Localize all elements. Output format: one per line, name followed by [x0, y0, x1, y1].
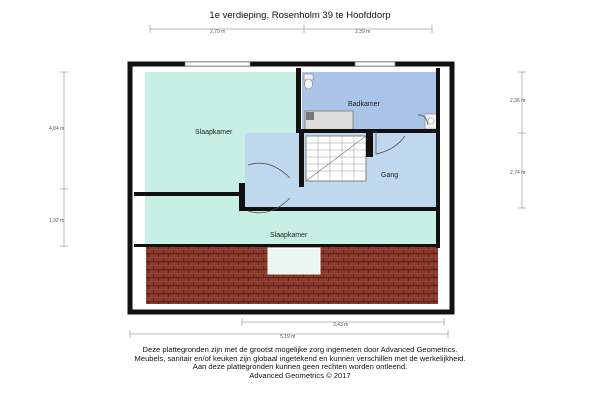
room-label-bedroom-top: Slaapkamer [195, 129, 233, 136]
disclaimer-line-3: Aan deze plattegronden kunnen geen rechten worden ontleend. [192, 362, 408, 372]
room-label-bathroom: Badkamer [348, 101, 380, 108]
skylight [268, 248, 320, 274]
dimension-left-lower: 1,92 m [49, 218, 65, 224]
staircase [306, 136, 366, 181]
disclaimer-line-2: Meubels, sanitair en/of keuken zijn globaal ingetekend en kunnen verschillen met de werkelijkheid. [134, 353, 466, 363]
disclaimer-footer [0, 346, 600, 380]
shower-drain [306, 112, 314, 120]
dimension-bottom-inner: 3,43 m [333, 322, 349, 328]
disclaimer-copyright: Advanced Geometrics © 2017 [249, 370, 351, 380]
dimension-top-left: 2,70 m [210, 29, 226, 35]
dimension-right-lower: 2,74 m [510, 170, 526, 176]
plan-title: 1e verdieping, Rosenholm 39 te Hoofddorp [209, 10, 391, 21]
dimension-bottom-total: 5,19 m [280, 334, 296, 340]
dimension-left-upper: 4,84 m [49, 126, 65, 132]
dimension-top-right: 2,39 m [355, 29, 371, 35]
room-label-bedroom-bottom: Slaapkamer [270, 232, 308, 239]
room-label-hall: Gang [381, 172, 399, 179]
dimension-right-upper: 2,36 m [510, 98, 526, 104]
disclaimer-line-1: Deze plattegronden zijn met de grootst mogelijke zorg ingemeten door Advanced Geometrics. [142, 345, 458, 354]
toilet-icon [304, 74, 313, 89]
